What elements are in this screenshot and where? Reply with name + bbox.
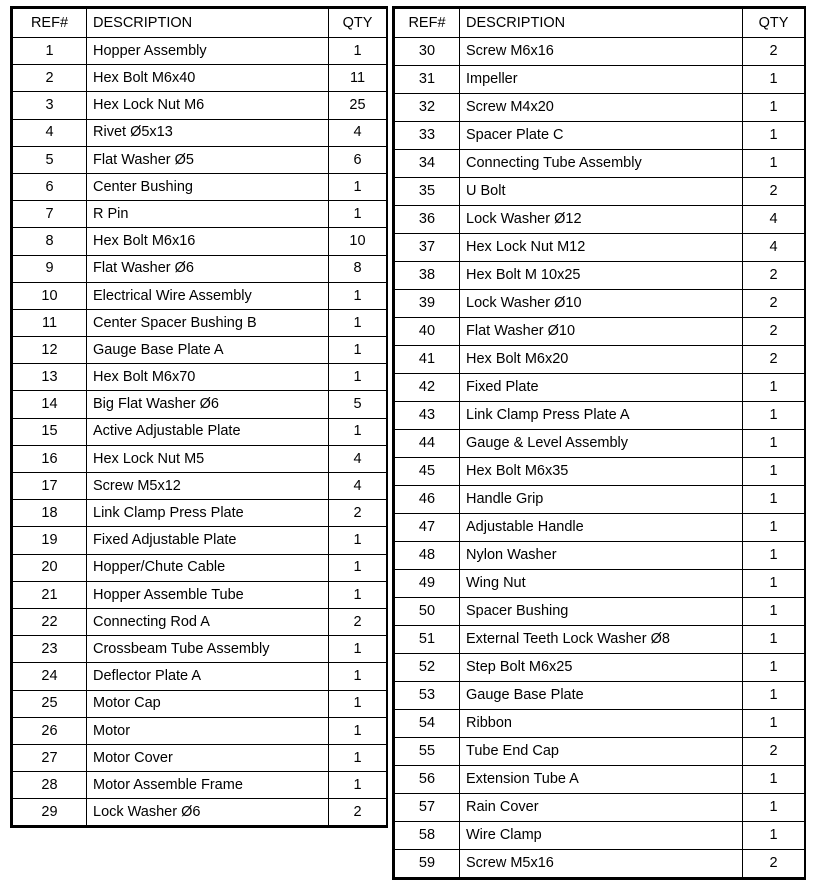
table-row xyxy=(13,119,387,146)
cell-ref: 41 xyxy=(395,346,460,374)
cell-description: Flat Washer Ø10 xyxy=(460,318,743,346)
table-row xyxy=(395,430,805,458)
cell-ref: 26 xyxy=(13,717,87,744)
cell-ref: 28 xyxy=(13,772,87,799)
cell-ref: 30 xyxy=(395,38,460,66)
table-row xyxy=(13,309,387,336)
cell-ref: 15 xyxy=(13,418,87,445)
cell-ref: 55 xyxy=(395,738,460,766)
cell-qty: 1 xyxy=(329,772,387,799)
parts-table-right-panel xyxy=(392,6,806,880)
cell-description: Hopper Assembly xyxy=(87,38,329,65)
table-row xyxy=(395,206,805,234)
table-row xyxy=(13,92,387,119)
cell-ref: 20 xyxy=(13,554,87,581)
table-row xyxy=(13,228,387,255)
cell-description: U Bolt xyxy=(460,178,743,206)
cell-ref: 8 xyxy=(13,228,87,255)
cell-qty: 2 xyxy=(743,290,805,318)
parts-table-left xyxy=(12,8,387,826)
cell-qty: 1 xyxy=(743,598,805,626)
cell-ref: 35 xyxy=(395,178,460,206)
cell-qty: 2 xyxy=(743,38,805,66)
table-row xyxy=(13,554,387,581)
cell-ref: 3 xyxy=(13,92,87,119)
cell-ref: 2 xyxy=(13,65,87,92)
cell-description: Hex Lock Nut M12 xyxy=(460,234,743,262)
cell-description: Extension Tube A xyxy=(460,766,743,794)
cell-description: Lock Washer Ø6 xyxy=(87,799,329,826)
cell-description: Hex Bolt M6x16 xyxy=(87,228,329,255)
cell-description: Gauge Base Plate A xyxy=(87,337,329,364)
cell-ref: 52 xyxy=(395,654,460,682)
header-ref: REF# xyxy=(13,9,87,38)
cell-description: Motor Cover xyxy=(87,744,329,771)
table-row xyxy=(395,402,805,430)
table-row xyxy=(395,822,805,850)
cell-description: Hopper Assemble Tube xyxy=(87,581,329,608)
cell-qty: 1 xyxy=(743,542,805,570)
cell-ref: 14 xyxy=(13,391,87,418)
cell-qty: 1 xyxy=(743,794,805,822)
cell-description: Big Flat Washer Ø6 xyxy=(87,391,329,418)
cell-qty: 4 xyxy=(329,473,387,500)
cell-description: Screw M5x16 xyxy=(460,850,743,878)
cell-description: Hex Bolt M6x35 xyxy=(460,458,743,486)
cell-qty: 2 xyxy=(329,799,387,826)
table-row xyxy=(13,772,387,799)
cell-qty: 1 xyxy=(743,486,805,514)
cell-description: Fixed Adjustable Plate xyxy=(87,527,329,554)
cell-description: Electrical Wire Assembly xyxy=(87,282,329,309)
table-row xyxy=(13,473,387,500)
cell-description: Link Clamp Press Plate xyxy=(87,500,329,527)
cell-description: Hex Lock Nut M6 xyxy=(87,92,329,119)
cell-ref: 13 xyxy=(13,364,87,391)
cell-description: Handle Grip xyxy=(460,486,743,514)
table-row xyxy=(13,690,387,717)
cell-qty: 1 xyxy=(329,554,387,581)
cell-ref: 7 xyxy=(13,201,87,228)
cell-qty: 2 xyxy=(743,178,805,206)
cell-ref: 39 xyxy=(395,290,460,318)
cell-qty: 1 xyxy=(329,663,387,690)
cell-qty: 1 xyxy=(329,636,387,663)
cell-qty: 1 xyxy=(743,122,805,150)
cell-ref: 16 xyxy=(13,445,87,472)
table-row xyxy=(13,282,387,309)
header-row xyxy=(395,9,805,38)
cell-qty: 4 xyxy=(743,206,805,234)
cell-ref: 49 xyxy=(395,570,460,598)
table-body-right xyxy=(395,38,805,878)
parts-table-left-panel xyxy=(10,6,388,828)
cell-ref: 23 xyxy=(13,636,87,663)
cell-ref: 22 xyxy=(13,608,87,635)
cell-qty: 1 xyxy=(329,690,387,717)
cell-description: Impeller xyxy=(460,66,743,94)
header-ref: REF# xyxy=(395,9,460,38)
cell-description: Spacer Bushing xyxy=(460,598,743,626)
table-row xyxy=(395,850,805,878)
cell-ref: 9 xyxy=(13,255,87,282)
cell-ref: 53 xyxy=(395,682,460,710)
cell-description: Fixed Plate xyxy=(460,374,743,402)
table-row xyxy=(395,38,805,66)
cell-qty: 1 xyxy=(743,654,805,682)
table-row xyxy=(13,663,387,690)
table-row xyxy=(395,346,805,374)
cell-description: Nylon Washer xyxy=(460,542,743,570)
cell-ref: 34 xyxy=(395,150,460,178)
cell-qty: 1 xyxy=(743,682,805,710)
cell-ref: 43 xyxy=(395,402,460,430)
cell-ref: 27 xyxy=(13,744,87,771)
cell-description: Step Bolt M6x25 xyxy=(460,654,743,682)
cell-qty: 1 xyxy=(743,514,805,542)
table-body-left xyxy=(13,38,387,826)
table-row xyxy=(13,391,387,418)
table-row xyxy=(395,598,805,626)
table-row xyxy=(13,418,387,445)
cell-qty: 1 xyxy=(329,717,387,744)
cell-ref: 47 xyxy=(395,514,460,542)
cell-ref: 42 xyxy=(395,374,460,402)
cell-qty: 2 xyxy=(743,346,805,374)
cell-description: Wire Clamp xyxy=(460,822,743,850)
table-row xyxy=(13,364,387,391)
cell-qty: 1 xyxy=(743,822,805,850)
cell-description: Gauge & Level Assembly xyxy=(460,430,743,458)
cell-description: Connecting Rod A xyxy=(87,608,329,635)
cell-ref: 57 xyxy=(395,794,460,822)
cell-qty: 10 xyxy=(329,228,387,255)
cell-ref: 50 xyxy=(395,598,460,626)
parts-table-right xyxy=(394,8,805,878)
cell-ref: 37 xyxy=(395,234,460,262)
header-qty: QTY xyxy=(743,9,805,38)
cell-ref: 38 xyxy=(395,262,460,290)
cell-ref: 54 xyxy=(395,710,460,738)
cell-description: Center Bushing xyxy=(87,173,329,200)
cell-qty: 1 xyxy=(329,38,387,65)
table-row xyxy=(13,527,387,554)
table-row xyxy=(395,710,805,738)
cell-qty: 1 xyxy=(743,430,805,458)
cell-ref: 40 xyxy=(395,318,460,346)
header-description: DESCRIPTION xyxy=(87,9,329,38)
table-row xyxy=(13,146,387,173)
cell-qty: 1 xyxy=(329,581,387,608)
cell-qty: 1 xyxy=(329,282,387,309)
cell-qty: 1 xyxy=(743,150,805,178)
cell-qty: 6 xyxy=(329,146,387,173)
cell-qty: 1 xyxy=(329,173,387,200)
cell-description: R Pin xyxy=(87,201,329,228)
table-row xyxy=(395,234,805,262)
table-row xyxy=(13,799,387,826)
cell-description: Screw M4x20 xyxy=(460,94,743,122)
cell-qty: 1 xyxy=(329,418,387,445)
table-row xyxy=(395,374,805,402)
cell-qty: 1 xyxy=(743,402,805,430)
cell-ref: 31 xyxy=(395,66,460,94)
cell-ref: 17 xyxy=(13,473,87,500)
header-description: DESCRIPTION xyxy=(460,9,743,38)
cell-ref: 51 xyxy=(395,626,460,654)
cell-ref: 56 xyxy=(395,766,460,794)
cell-qty: 2 xyxy=(743,262,805,290)
cell-qty: 5 xyxy=(329,391,387,418)
cell-qty: 4 xyxy=(743,234,805,262)
table-row xyxy=(395,766,805,794)
cell-ref: 11 xyxy=(13,309,87,336)
cell-description: Adjustable Handle xyxy=(460,514,743,542)
cell-qty: 1 xyxy=(743,374,805,402)
table-row xyxy=(13,581,387,608)
cell-description: Ribbon xyxy=(460,710,743,738)
table-row xyxy=(395,682,805,710)
cell-qty: 1 xyxy=(743,710,805,738)
cell-qty: 1 xyxy=(743,570,805,598)
cell-description: Center Spacer Bushing B xyxy=(87,309,329,336)
table-row xyxy=(13,445,387,472)
cell-qty: 1 xyxy=(743,458,805,486)
cell-description: Spacer Plate C xyxy=(460,122,743,150)
table-row xyxy=(13,255,387,282)
cell-ref: 19 xyxy=(13,527,87,554)
table-row xyxy=(13,636,387,663)
cell-ref: 58 xyxy=(395,822,460,850)
cell-description: Hex Bolt M6x20 xyxy=(460,346,743,374)
table-row xyxy=(395,150,805,178)
header-qty: QTY xyxy=(329,9,387,38)
cell-description: Hex Lock Nut M5 xyxy=(87,445,329,472)
cell-description: Screw M6x16 xyxy=(460,38,743,66)
cell-description: Motor xyxy=(87,717,329,744)
cell-qty: 2 xyxy=(743,738,805,766)
cell-description: Hex Bolt M 10x25 xyxy=(460,262,743,290)
cell-ref: 24 xyxy=(13,663,87,690)
cell-ref: 5 xyxy=(13,146,87,173)
table-row xyxy=(395,654,805,682)
table-row xyxy=(395,486,805,514)
cell-ref: 44 xyxy=(395,430,460,458)
cell-qty: 4 xyxy=(329,119,387,146)
cell-description: Crossbeam Tube Assembly xyxy=(87,636,329,663)
cell-ref: 48 xyxy=(395,542,460,570)
cell-description: Flat Washer Ø5 xyxy=(87,146,329,173)
table-row xyxy=(395,318,805,346)
table-row xyxy=(13,65,387,92)
cell-ref: 10 xyxy=(13,282,87,309)
cell-qty: 2 xyxy=(329,500,387,527)
cell-qty: 1 xyxy=(743,66,805,94)
cell-qty: 1 xyxy=(329,364,387,391)
cell-description: Flat Washer Ø6 xyxy=(87,255,329,282)
table-row xyxy=(13,337,387,364)
cell-description: Link Clamp Press Plate A xyxy=(460,402,743,430)
table-row xyxy=(13,608,387,635)
cell-qty: 1 xyxy=(329,744,387,771)
cell-description: Lock Washer Ø10 xyxy=(460,290,743,318)
cell-qty: 1 xyxy=(743,626,805,654)
cell-ref: 12 xyxy=(13,337,87,364)
cell-qty: 2 xyxy=(743,318,805,346)
cell-description: Deflector Plate A xyxy=(87,663,329,690)
cell-qty: 1 xyxy=(743,94,805,122)
table-row xyxy=(395,542,805,570)
cell-description: Screw M5x12 xyxy=(87,473,329,500)
cell-qty: 25 xyxy=(329,92,387,119)
table-row xyxy=(395,262,805,290)
cell-qty: 1 xyxy=(743,766,805,794)
table-row xyxy=(395,458,805,486)
cell-ref: 46 xyxy=(395,486,460,514)
table-row xyxy=(13,173,387,200)
table-row xyxy=(395,94,805,122)
table-row xyxy=(395,514,805,542)
cell-qty: 2 xyxy=(329,608,387,635)
table-header-left xyxy=(13,9,387,38)
cell-description: Motor Assemble Frame xyxy=(87,772,329,799)
cell-description: Gauge Base Plate xyxy=(460,682,743,710)
cell-description: External Teeth Lock Washer Ø8 xyxy=(460,626,743,654)
table-row xyxy=(13,717,387,744)
cell-description: Wing Nut xyxy=(460,570,743,598)
table-row xyxy=(13,500,387,527)
cell-qty: 2 xyxy=(743,850,805,878)
cell-ref: 59 xyxy=(395,850,460,878)
cell-ref: 33 xyxy=(395,122,460,150)
cell-ref: 32 xyxy=(395,94,460,122)
cell-ref: 25 xyxy=(13,690,87,717)
cell-qty: 8 xyxy=(329,255,387,282)
table-row xyxy=(13,201,387,228)
table-row xyxy=(395,570,805,598)
cell-qty: 4 xyxy=(329,445,387,472)
cell-ref: 6 xyxy=(13,173,87,200)
table-row xyxy=(13,744,387,771)
table-row xyxy=(395,66,805,94)
cell-description: Tube End Cap xyxy=(460,738,743,766)
cell-ref: 21 xyxy=(13,581,87,608)
cell-ref: 29 xyxy=(13,799,87,826)
cell-description: Connecting Tube Assembly xyxy=(460,150,743,178)
table-header-right xyxy=(395,9,805,38)
cell-ref: 4 xyxy=(13,119,87,146)
cell-qty: 11 xyxy=(329,65,387,92)
cell-ref: 1 xyxy=(13,38,87,65)
cell-qty: 1 xyxy=(329,309,387,336)
cell-description: Active Adjustable Plate xyxy=(87,418,329,445)
cell-description: Rivet Ø5x13 xyxy=(87,119,329,146)
cell-ref: 36 xyxy=(395,206,460,234)
table-row xyxy=(395,794,805,822)
table-row xyxy=(395,178,805,206)
cell-ref: 45 xyxy=(395,458,460,486)
table-row xyxy=(395,738,805,766)
cell-qty: 1 xyxy=(329,337,387,364)
table-row xyxy=(395,122,805,150)
table-row xyxy=(395,290,805,318)
cell-qty: 1 xyxy=(329,527,387,554)
cell-description: Lock Washer Ø12 xyxy=(460,206,743,234)
header-row xyxy=(13,9,387,38)
cell-description: Motor Cap xyxy=(87,690,329,717)
cell-description: Rain Cover xyxy=(460,794,743,822)
cell-qty: 1 xyxy=(329,201,387,228)
cell-description: Hex Bolt M6x40 xyxy=(87,65,329,92)
cell-description: Hex Bolt M6x70 xyxy=(87,364,329,391)
cell-description: Hopper/Chute Cable xyxy=(87,554,329,581)
table-row xyxy=(13,38,387,65)
cell-ref: 18 xyxy=(13,500,87,527)
table-row xyxy=(395,626,805,654)
